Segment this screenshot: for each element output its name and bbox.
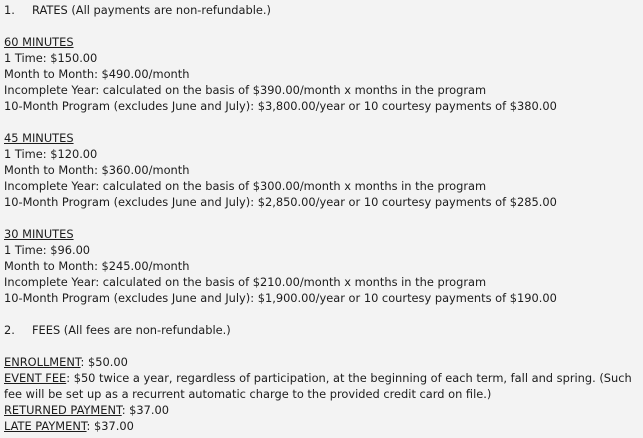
section-number: 2.: [4, 323, 15, 337]
fee-event: [4, 370, 640, 402]
rate-month-to-month: Month to Month: $360.00/month: [4, 163, 190, 177]
fee-label: RETURNED PAYMENT: [4, 403, 122, 417]
rate-one-time: 1 Time: $96.00: [4, 243, 91, 257]
section-title: FEES (All fees are non-refundable.): [32, 323, 231, 337]
fee-label: LATE PAYMENT: [4, 419, 87, 433]
fee-returned-payment: [4, 402, 640, 418]
rate-ten-month-program: 10-Month Program (excludes June and July): $1,900.00/year or 10 courtesy payments of $190.00: [4, 291, 557, 305]
fee-label: ENROLLMENT: [4, 355, 81, 369]
rate-one-time: 1 Time: $150.00: [4, 51, 98, 65]
fee-late-payment: [4, 418, 640, 434]
rate-month-to-month: Month to Month: $245.00/month: [4, 259, 190, 273]
fee-value: : $37.00: [121, 403, 170, 417]
section-number: 1.: [4, 3, 15, 17]
rate-month-to-month: Month to Month: $490.00/month: [4, 67, 190, 81]
fee-enrollment: [4, 354, 640, 370]
fee-label: EVENT FEE: [4, 371, 67, 385]
fee-value: : $50 twice a year, regardless of participation, at the beginning of each term, fall and spring. (Such fee will be set up as a recurrent automatic charge to the provided credit card on file.): [4, 371, 632, 401]
fee-value: : $50.00: [80, 355, 128, 369]
rate-one-time: 1 Time: $120.00: [4, 147, 98, 161]
rate-group-heading: 30 MINUTES: [4, 227, 74, 241]
rate-ten-month-program: 10-Month Program (excludes June and July): $3,800.00/year or 10 courtesy payments of $380.00: [4, 99, 557, 113]
fee-value: : $37.00: [86, 419, 134, 433]
rate-group-heading: 45 MINUTES: [4, 131, 74, 145]
rates-section-heading: [4, 2, 640, 18]
rate-ten-month-program: 10-Month Program (excludes June and July): $2,850.00/year or 10 courtesy payments of $285.00: [4, 195, 557, 209]
rate-group-heading: 60 MINUTES: [4, 35, 74, 49]
section-title: RATES (All payments are non-refundable.): [32, 3, 271, 17]
document-body: [4, 2, 640, 434]
fees-section-heading: [4, 322, 640, 338]
rate-incomplete-year: Incomplete Year: calculated on the basis of $390.00/month x months in the program: [4, 83, 487, 97]
rate-incomplete-year: Incomplete Year: calculated on the basis of $210.00/month x months in the program: [4, 275, 487, 289]
rate-incomplete-year: Incomplete Year: calculated on the basis of $300.00/month x months in the program: [4, 179, 487, 193]
